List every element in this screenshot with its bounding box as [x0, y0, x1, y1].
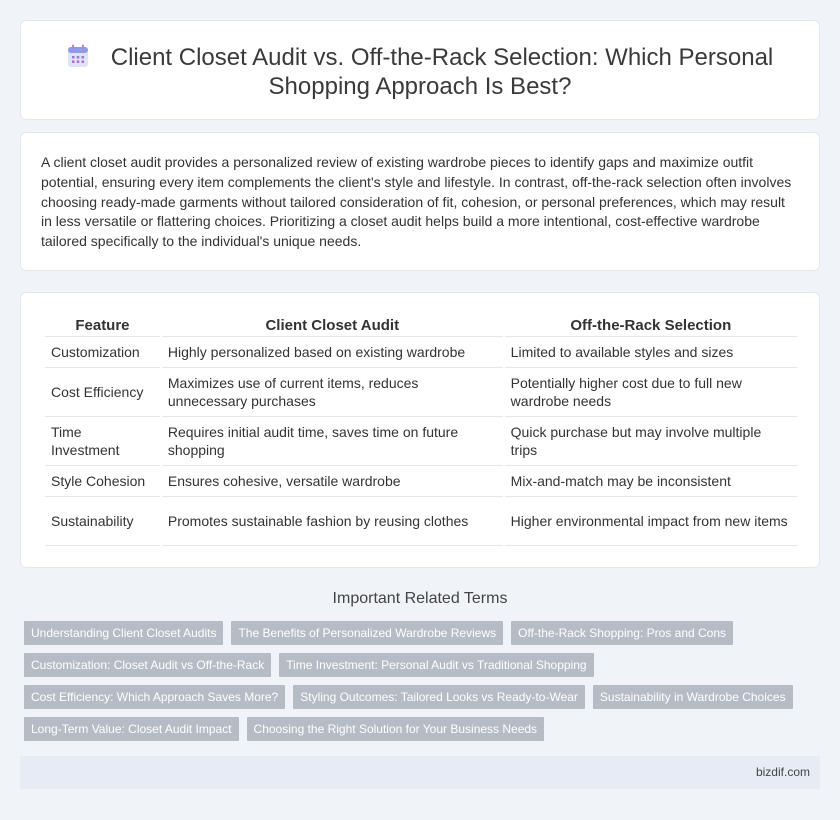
cell-audit: Promotes sustainable fashion by reusing clothes — [162, 497, 503, 546]
cell-audit: Ensures cohesive, versatile wardrobe — [162, 466, 503, 497]
related-term-tag[interactable]: Time Investment: Personal Audit vs Traditional Shopping — [279, 653, 593, 677]
cell-audit: Highly personalized based on existing wardrobe — [162, 337, 503, 368]
table-header-row — [45, 315, 797, 337]
cell-audit: Maximizes use of current items, reduces unnecessary purchases — [162, 368, 503, 417]
cell-feature: Customization — [45, 337, 160, 368]
table-row — [45, 368, 797, 417]
cell-feature: Cost Efficiency — [45, 368, 160, 417]
calendar-icon — [67, 44, 89, 68]
table-row — [45, 337, 797, 368]
footer-site-link[interactable]: bizdif.com — [755, 765, 810, 779]
comparison-card — [20, 292, 820, 568]
header-client-closet-audit: Client Closet Audit — [162, 315, 503, 337]
table-row — [45, 417, 797, 466]
cell-off-the-rack: Quick purchase but may involve multiple trips — [505, 417, 797, 466]
related-term-tag[interactable]: Cost Efficiency: Which Approach Saves More? — [24, 685, 285, 709]
intro-paragraph: A client closet audit provides a personalized review of existing wardrobe pieces to identify gaps and maximize outfit potential, ensuring every item complements the client's style and lifestyle. In contrast, off-the-rack selection often involves choosing ready-made garments without tailored consideration of fit, cohesion, or personal preferences, which may result in less versatile or flattering choices. Prioritizing a closet audit helps build a more intentional, cost-effective wardrobe tailored specifically to the individual's unique needs. — [41, 154, 792, 250]
page-title — [21, 43, 819, 101]
tag-row — [24, 717, 804, 741]
title-line-2: Shopping Approach Is Best? — [268, 73, 572, 100]
tag-row — [24, 621, 804, 645]
title-card — [20, 20, 820, 120]
intro-card — [20, 132, 820, 271]
related-term-tag[interactable]: Off-the-Rack Shopping: Pros and Cons — [511, 621, 733, 645]
tag-row — [24, 685, 804, 709]
cell-audit: Requires initial audit time, saves time on future shopping — [162, 417, 503, 466]
related-term-tag[interactable]: Sustainability in Wardrobe Choices — [593, 685, 793, 709]
header-off-the-rack: Off-the-Rack Selection — [505, 315, 797, 337]
table-row — [45, 466, 797, 497]
cell-feature: Time Investment — [45, 417, 160, 466]
related-term-tag[interactable]: Choosing the Right Solution for Your Business Needs — [247, 717, 545, 741]
cell-off-the-rack: Potentially higher cost due to full new wardrobe needs — [505, 368, 797, 417]
cell-feature: Style Cohesion — [45, 466, 160, 497]
related-term-tag[interactable]: Styling Outcomes: Tailored Looks vs Ready-to-Wear — [293, 685, 585, 709]
related-terms-list — [24, 621, 804, 749]
related-term-tag[interactable]: Understanding Client Closet Audits — [24, 621, 223, 645]
comparison-table — [43, 315, 799, 546]
cell-feature: Sustainability — [45, 497, 160, 546]
footer — [20, 756, 820, 789]
related-term-tag[interactable]: Customization: Closet Audit vs Off-the-Rack — [24, 653, 271, 677]
header-feature: Feature — [45, 315, 160, 337]
cell-off-the-rack: Mix-and-match may be inconsistent — [505, 466, 797, 497]
cell-off-the-rack: Limited to available styles and sizes — [505, 337, 797, 368]
related-term-tag[interactable]: The Benefits of Personalized Wardrobe Reviews — [231, 621, 503, 645]
tag-row — [24, 653, 804, 677]
title-line-1: Client Closet Audit vs. Off-the-Rack Selection: Which Personal — [110, 44, 774, 71]
related-term-tag[interactable]: Long-Term Value: Closet Audit Impact — [24, 717, 239, 741]
related-terms-heading: Important Related Terms — [332, 590, 508, 607]
table-row — [45, 497, 797, 546]
cell-off-the-rack: Higher environmental impact from new items — [505, 497, 797, 546]
